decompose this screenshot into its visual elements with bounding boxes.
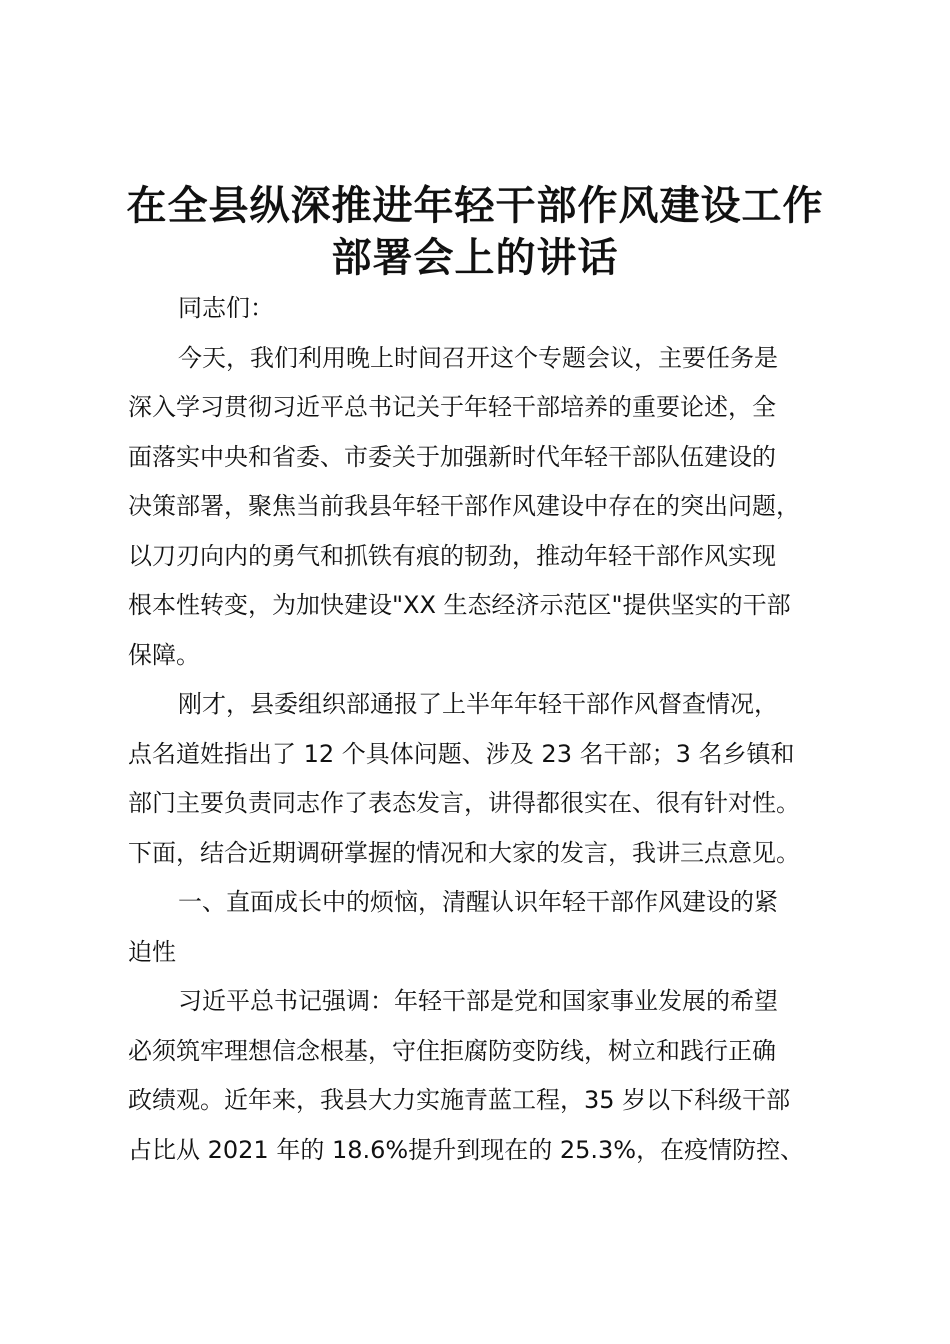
body-line: 习近平总书记强调：年轻干部是党和国家事业发展的希望: [178, 987, 778, 1015]
body-line: 面落实中央和省委、市委关于加强新时代年轻干部队伍建设的: [128, 442, 776, 471]
title-line-2: 部署会上的讲话: [331, 234, 619, 281]
body-line: 必须筑牢理想信念根基，守住拒腐防变防线，树立和践行正确: [128, 1036, 776, 1065]
body-line: 点名道姓指出了 12 个具体问题、涉及 23 名干部；3 名乡镇和: [128, 739, 795, 768]
salutation-line: 同志们：: [178, 294, 274, 322]
body-line: 刚才，县委组织部通报了上半年年轻干部作风督查情况，: [178, 690, 778, 718]
body-line: 占比从 2021 年的 18.6%提升到现在的 25.3%，在疫情防控、: [128, 1135, 805, 1164]
document-body: [128, 284, 828, 1175]
title-line-1: 在全县纵深推进年轻干部作风建设工作: [126, 182, 824, 229]
body-line: 保障。: [128, 640, 200, 669]
body-line: 部门主要负责同志作了表态发言，讲得都很实在、很有针对性。: [128, 789, 800, 817]
body-line: 政绩观。近年来，我县大力实施青蓝工程，35 岁以下科级干部: [128, 1086, 791, 1114]
document-title: [100, 180, 850, 284]
body-line: 根本性转变，为加快建设"XX 生态经济示范区"提供坚实的干部: [128, 591, 791, 619]
body-line: 决策部署，聚焦当前我县年轻干部作风建设中存在的突出问题，: [128, 492, 800, 520]
section-heading-line: 迫性: [128, 937, 176, 966]
body-line: 下面，结合近期调研掌握的情况和大家的发言，我讲三点意见。: [128, 838, 800, 867]
body-line: 深入学习贯彻习近平总书记关于年轻干部培养的重要论述，全: [128, 393, 776, 421]
body-line: 以刀刃向内的勇气和抓铁有痕的韧劲，推动年轻干部作风实现: [128, 541, 776, 570]
body-line: 今天，我们利用晚上时间召开这个专题会议，主要任务是: [178, 343, 778, 372]
section-heading-line: 一、直面成长中的烦恼，清醒认识年轻干部作风建设的紧: [178, 888, 778, 916]
